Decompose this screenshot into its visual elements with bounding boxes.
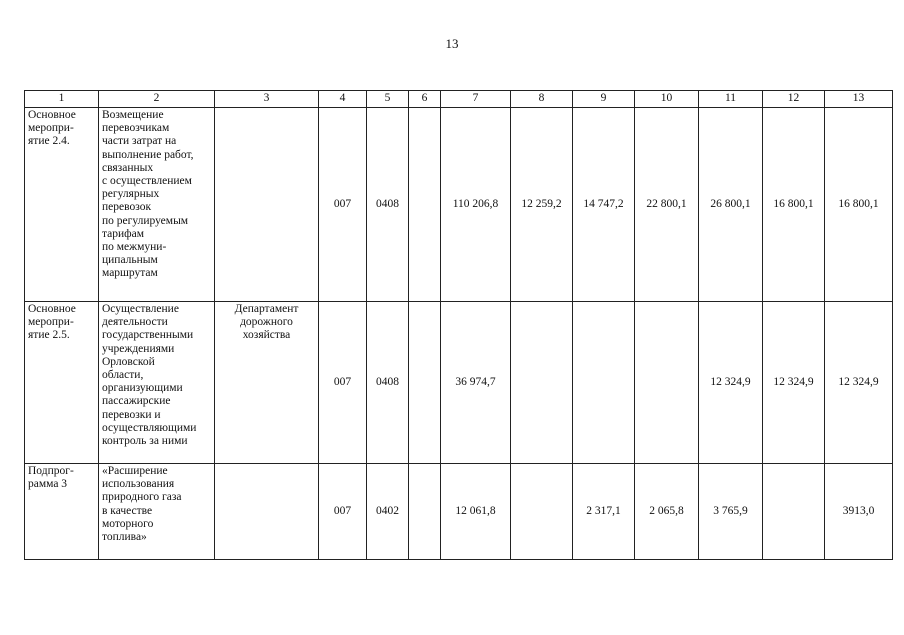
event-name-cell: «Расширение использования природного газа в качестве моторного топлива»: [99, 464, 215, 560]
value-cell: 12 324,9: [699, 302, 763, 464]
value-cell: 22 800,1: [635, 108, 699, 302]
section-code-cell: 0402: [367, 464, 409, 560]
column-header: 10: [635, 91, 699, 108]
event-code-cell: Подпрог- рамма 3: [25, 464, 99, 560]
table-row: [25, 108, 893, 302]
column-header: 4: [319, 91, 367, 108]
value-cell: [635, 302, 699, 464]
executor-cell: [215, 108, 319, 302]
value-cell: [409, 302, 441, 464]
executor-cell: Департамент дорожного хозяйства: [215, 302, 319, 464]
section-code-cell: 0408: [367, 302, 409, 464]
grbs-code-cell: 007: [319, 302, 367, 464]
value-cell: 2 065,8: [635, 464, 699, 560]
value-cell: [573, 302, 635, 464]
value-cell: 3 765,9: [699, 464, 763, 560]
value-cell: 12 324,9: [825, 302, 893, 464]
value-cell: [763, 464, 825, 560]
column-header: 8: [511, 91, 573, 108]
value-cell: 16 800,1: [825, 108, 893, 302]
value-cell: [409, 108, 441, 302]
section-code-cell: 0408: [367, 108, 409, 302]
value-cell: 12 061,8: [441, 464, 511, 560]
value-cell: 26 800,1: [699, 108, 763, 302]
value-cell: 16 800,1: [763, 108, 825, 302]
grbs-code-cell: 007: [319, 108, 367, 302]
column-header: 9: [573, 91, 635, 108]
column-header: 11: [699, 91, 763, 108]
executor-cell: [215, 464, 319, 560]
value-cell: [511, 302, 573, 464]
column-header: 13: [825, 91, 893, 108]
value-cell: 3913,0: [825, 464, 893, 560]
event-code-cell: Основное меропри- ятие 2.4.: [25, 108, 99, 302]
grbs-code-cell: 007: [319, 464, 367, 560]
value-cell: 2 317,1: [573, 464, 635, 560]
value-cell: 12 324,9: [763, 302, 825, 464]
value-cell: 12 259,2: [511, 108, 573, 302]
column-header: 6: [409, 91, 441, 108]
budget-table: [24, 90, 893, 560]
page-number: 13: [445, 36, 459, 51]
column-header: 2: [99, 91, 215, 108]
value-cell: [511, 464, 573, 560]
table-row: [25, 302, 893, 464]
event-name-cell: Возмещение перевозчикам части затрат на выполнение работ, связанных с осуществлением регулярных перевозок по регулируемым тарифам по межмуни- ципальным маршрутам: [99, 108, 215, 302]
value-cell: 110 206,8: [441, 108, 511, 302]
column-header: 1: [25, 91, 99, 108]
event-code-cell: Основное меропри- ятие 2.5.: [25, 302, 99, 464]
table-row: [25, 464, 893, 560]
event-name-cell: Осуществление деятельности государственными учреждениями Орловской области, организующими пассажирские перевозки и осуществляющими контроль за ними: [99, 302, 215, 464]
value-cell: [409, 464, 441, 560]
value-cell: 14 747,2: [573, 108, 635, 302]
header-row: [25, 91, 893, 108]
value-cell: 36 974,7: [441, 302, 511, 464]
column-header: 5: [367, 91, 409, 108]
column-header: 7: [441, 91, 511, 108]
column-header: 12: [763, 91, 825, 108]
column-header: 3: [215, 91, 319, 108]
